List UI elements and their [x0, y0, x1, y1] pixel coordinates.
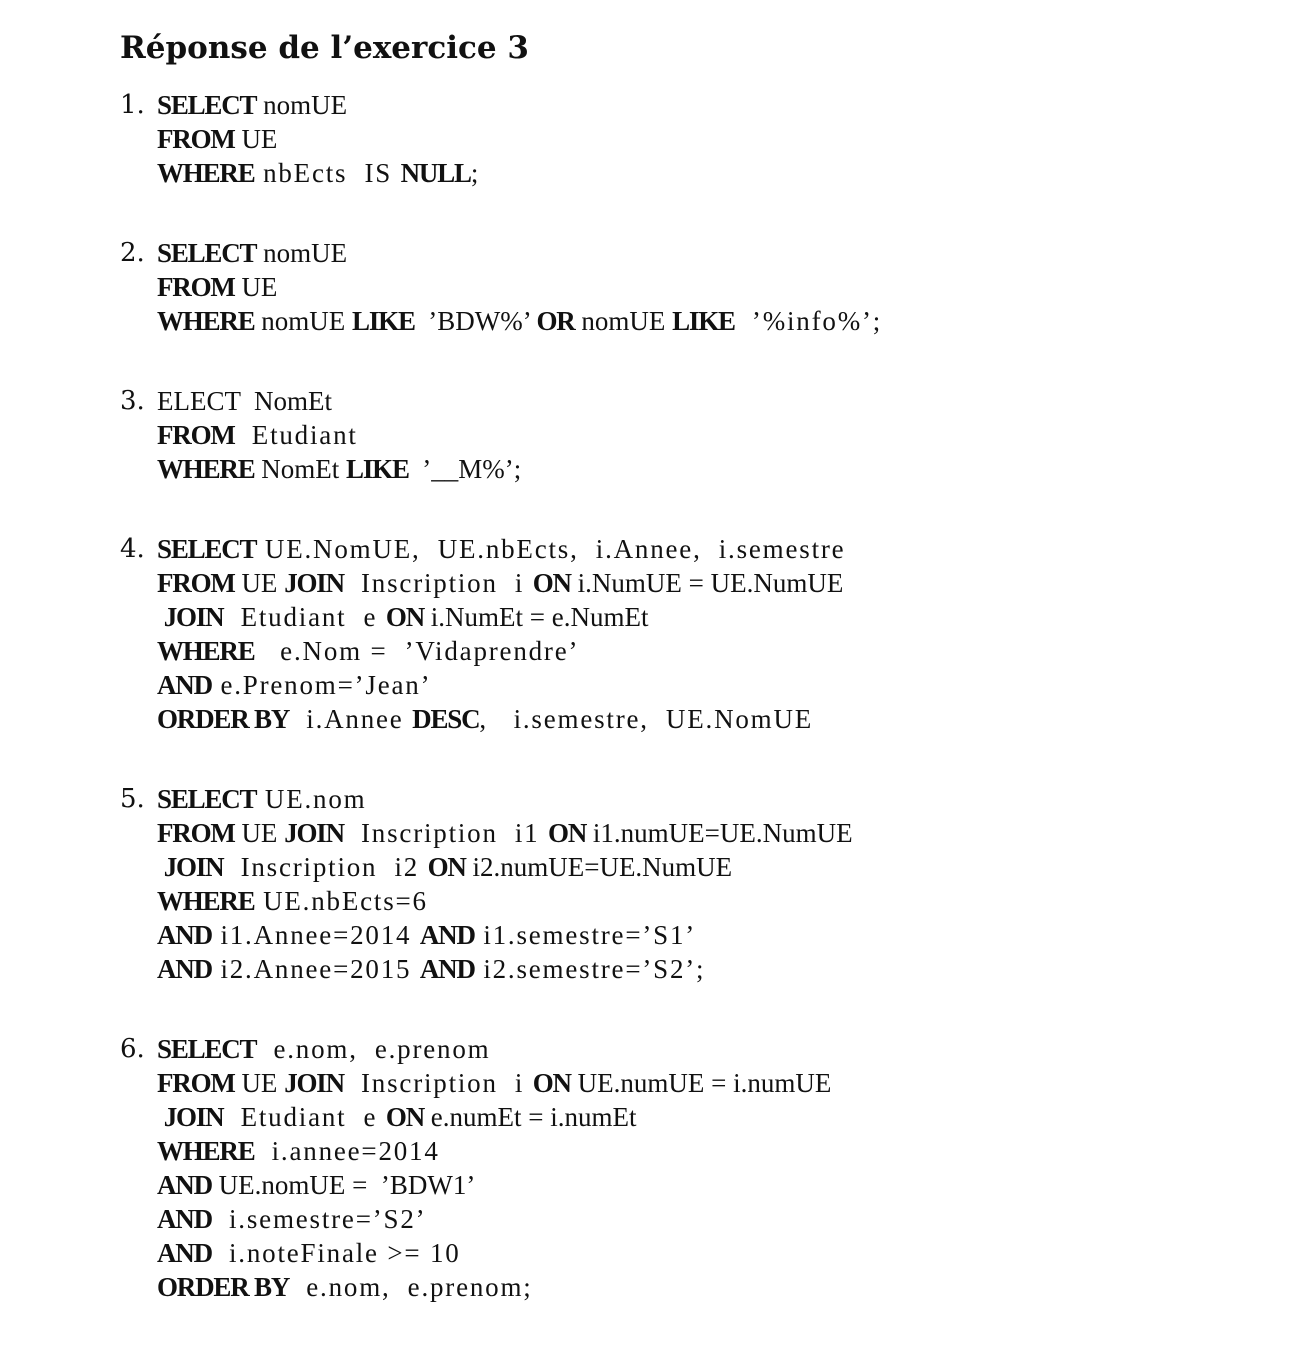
sql-keyword: JOIN — [284, 1068, 344, 1098]
sql-text: ’__M%’; — [408, 454, 522, 484]
sql-line — [157, 702, 1270, 736]
sql-text: i1.numUE=UE.NumUE — [586, 818, 853, 848]
sql-line — [157, 566, 1270, 600]
sql-keyword: FROM — [157, 124, 235, 154]
sql-keyword: AND — [157, 1204, 212, 1234]
sql-text: Inscription i — [343, 1068, 533, 1098]
sql-line — [157, 850, 1270, 884]
sql-line — [157, 384, 1270, 418]
sql-line — [157, 270, 1270, 304]
sql-keyword: JOIN — [163, 602, 224, 632]
sql-keyword: FROM — [157, 1068, 235, 1098]
sql-keyword: AND — [157, 954, 212, 984]
sql-line — [157, 952, 1270, 986]
sql-line — [157, 236, 1270, 270]
sql-text: ELECT NomEt — [157, 386, 332, 416]
sql-text: UE — [234, 124, 278, 154]
sql-keyword: ON — [532, 1068, 571, 1098]
sql-keyword: LIKE — [352, 306, 415, 336]
sql-query — [157, 384, 1270, 486]
sql-line — [157, 532, 1270, 566]
answer-item — [120, 782, 1270, 986]
sql-line — [157, 884, 1270, 918]
sql-text: UE.nom — [256, 784, 367, 814]
answer-item — [120, 384, 1270, 486]
sql-keyword: WHERE — [157, 886, 255, 916]
sql-keyword: AND — [157, 670, 212, 700]
sql-text: nomUE — [256, 90, 348, 120]
sql-text: NomEt — [254, 454, 347, 484]
sql-line — [157, 1270, 1270, 1304]
sql-text: ; — [470, 158, 479, 188]
answer-number: 6. — [120, 1034, 145, 1064]
sql-text: e.numEt = i.numEt — [424, 1102, 637, 1132]
sql-text: i.NumEt = e.NumEt — [424, 602, 649, 632]
answer-item — [120, 88, 1270, 190]
sql-text: i.semestre=’S2’ — [211, 1204, 427, 1234]
sql-query — [157, 88, 1270, 190]
sql-text — [157, 1102, 164, 1132]
sql-line — [157, 668, 1270, 702]
answer-item — [120, 236, 1270, 338]
sql-line — [157, 1202, 1270, 1236]
sql-text: nomUE — [254, 306, 353, 336]
sql-query — [157, 1032, 1270, 1304]
answer-item — [120, 1032, 1270, 1304]
sql-line — [157, 1168, 1270, 1202]
sql-keyword: AND — [157, 1170, 212, 1200]
answer-number: 5. — [120, 784, 145, 814]
sql-keyword: SELECT — [157, 1034, 257, 1064]
sql-text: i.annee=2014 — [254, 1136, 440, 1166]
sql-text: Etudiant — [234, 420, 358, 450]
sql-text: e.Nom = ’Vidaprendre’ — [254, 636, 580, 666]
sql-line — [157, 156, 1270, 190]
answer-number: 2. — [120, 238, 145, 268]
sql-text: e.Prenom=’Jean’ — [211, 670, 432, 700]
sql-keyword: LIKE — [346, 454, 409, 484]
sql-keyword: JOIN — [163, 852, 224, 882]
sql-keyword: JOIN — [284, 818, 344, 848]
sql-text: nomUE — [256, 238, 348, 268]
sql-keyword: ON — [548, 818, 587, 848]
sql-text: Etudiant e — [223, 1102, 386, 1132]
sql-text: Inscription i — [343, 568, 533, 598]
sql-line — [157, 816, 1270, 850]
sql-keyword: JOIN — [163, 1102, 224, 1132]
sql-query — [157, 532, 1270, 736]
sql-line — [157, 1134, 1270, 1168]
sql-keyword: SELECT — [157, 784, 257, 814]
sql-text: , i.semestre, UE.NomUE — [479, 704, 814, 734]
sql-keyword: ORDER BY — [157, 704, 290, 734]
sql-keyword: FROM — [157, 420, 235, 450]
sql-keyword: FROM — [157, 568, 235, 598]
document-page — [120, 28, 1270, 1350]
sql-keyword: ON — [532, 568, 571, 598]
sql-text: Etudiant e — [223, 602, 386, 632]
sql-line — [157, 1066, 1270, 1100]
sql-keyword: WHERE — [157, 636, 255, 666]
sql-line — [157, 304, 1270, 338]
sql-keyword: LIKE — [672, 306, 735, 336]
sql-keyword: DESC — [412, 704, 480, 734]
sql-text: ’BDW%’ — [414, 306, 537, 336]
sql-keyword: OR — [536, 306, 575, 336]
sql-text: i.Annee — [289, 704, 413, 734]
sql-keyword: FROM — [157, 272, 235, 302]
sql-text: i.NumUE = UE.NumUE — [570, 568, 844, 598]
sql-line — [157, 1100, 1270, 1134]
sql-line — [157, 782, 1270, 816]
sql-query — [157, 782, 1270, 986]
sql-line — [157, 1236, 1270, 1270]
sql-keyword: AND — [157, 920, 212, 950]
sql-text: UE.NomUE, UE.nbEcts, i.Annee, i.semestre — [256, 534, 846, 564]
sql-text — [157, 852, 164, 882]
sql-text: i1.Annee=2014 — [211, 920, 420, 950]
sql-text: nbEcts IS — [254, 158, 401, 188]
sql-text: Inscription i1 — [343, 818, 549, 848]
sql-text: Inscription i2 — [223, 852, 428, 882]
sql-line — [157, 634, 1270, 668]
sql-keyword: FROM — [157, 818, 235, 848]
sql-text: UE — [234, 272, 278, 302]
sql-keyword: ORDER BY — [157, 1272, 290, 1302]
sql-keyword: SELECT — [157, 534, 257, 564]
sql-text: e.nom, e.prenom — [256, 1034, 491, 1064]
sql-keyword: AND — [157, 1238, 212, 1268]
section-title: Réponse de l’exercice 3 — [120, 30, 529, 66]
answer-number: 1. — [120, 90, 145, 120]
sql-text: UE — [234, 1068, 285, 1098]
sql-keyword: WHERE — [157, 158, 255, 188]
sql-keyword: SELECT — [157, 90, 257, 120]
sql-keyword: AND — [419, 920, 475, 950]
sql-text: i.noteFinale >= 10 — [211, 1238, 461, 1268]
sql-text: nomUE — [574, 306, 673, 336]
sql-query — [157, 236, 1270, 338]
sql-text: ’%info%’; — [734, 306, 883, 336]
sql-text — [157, 602, 164, 632]
sql-keyword: ON — [427, 852, 466, 882]
sql-line — [157, 418, 1270, 452]
sql-text: UE.nbEcts=6 — [254, 886, 428, 916]
sql-line — [157, 88, 1270, 122]
sql-keyword: WHERE — [157, 306, 255, 336]
sql-text: UE.nomUE = ’BDW1’ — [211, 1170, 476, 1200]
sql-keyword: AND — [419, 954, 475, 984]
sql-text: e.nom, e.prenom; — [289, 1272, 533, 1302]
sql-text: i2.semestre=’S2’; — [474, 954, 706, 984]
sql-keyword: ON — [385, 602, 424, 632]
sql-keyword: JOIN — [284, 568, 344, 598]
answer-item — [120, 532, 1270, 736]
sql-keyword: SELECT — [157, 238, 257, 268]
sql-keyword: WHERE — [157, 454, 255, 484]
sql-keyword: NULL — [400, 158, 471, 188]
sql-line — [157, 122, 1270, 156]
sql-line — [157, 1032, 1270, 1066]
sql-text: i2.Annee=2015 — [211, 954, 420, 984]
sql-text: UE — [234, 818, 285, 848]
sql-text: i2.numUE=UE.NumUE — [465, 852, 733, 882]
sql-text: i1.semestre=’S1’ — [474, 920, 697, 950]
sql-text: UE — [234, 568, 285, 598]
sql-text: UE.numUE = i.numUE — [570, 1068, 832, 1098]
sql-line — [157, 600, 1270, 634]
sql-line — [157, 918, 1270, 952]
answer-number: 3. — [120, 386, 145, 416]
sql-keyword: WHERE — [157, 1136, 255, 1166]
answer-list — [120, 88, 1270, 1304]
sql-keyword: ON — [385, 1102, 424, 1132]
sql-line — [157, 452, 1270, 486]
answer-number: 4. — [120, 534, 145, 564]
